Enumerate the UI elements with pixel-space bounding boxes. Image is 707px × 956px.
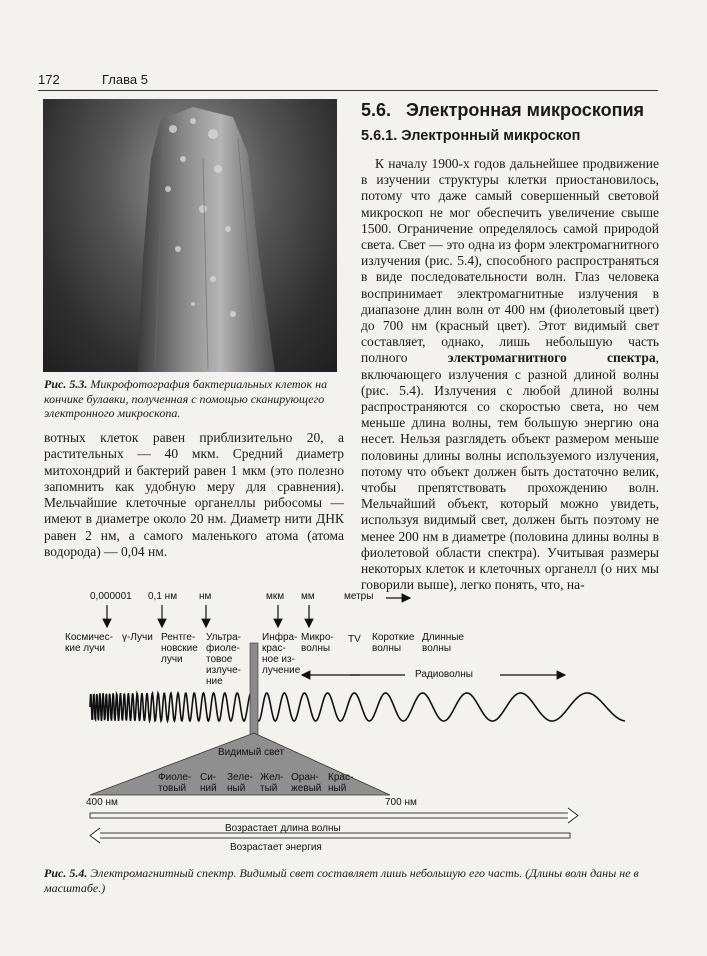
label-infrared: Инфра- крас- ное из- лучение [262,632,301,676]
section-title: 5.6. Электронная микроскопия [361,100,645,120]
label-cosmic-rays: Космичес- кие лучи [65,632,113,654]
scale-label-5: мм [301,591,315,602]
label-wavelength-increases: Возрастает длина волны [225,823,341,834]
label-x-rays: Рентге- новские лучи [161,632,198,665]
page-number: 172 [38,72,60,87]
bold-term: электромагнитного спектра [447,350,656,366]
visible-light-beam [250,643,258,743]
paragraph-part-2: , включающего излучения с разной длиной волны (рис. 5.4). Излучения с любой длиной волны распространяются со скоростью света, но чем меньше длина волны, тем большую энергию она несет. Нельзя разглядеть объект размером меньше половины длины волны используемого излучения, потому что объект должен быть достаточно велик, чтобы препятствовать прохождению волн. Мельчайший объект, который можно увидеть, используя видимый свет, должен быть поэтому не менее 200 нм в диаметре (половина длины волны в фиолетовой области спектра). Учитывая размеры некоторых клеток и клеточных органелл (о них мы говорили выше), легко понять, что, на- [361,350,659,593]
label-short-waves: Короткие волны [372,632,415,654]
page-header [38,70,658,91]
scale-label-2: 0,1 нм [148,591,178,602]
scale-label-4: мкм [266,591,285,602]
figure-5-3-text: Микрофотография бактериальных клеток на кончике булавки, полученная с помощью сканирующего электронного микроскопа. [44,377,328,420]
label-microwaves: Микро- волны [301,632,334,654]
figure-5-3-caption [44,377,340,421]
label-green: Зеле- ный [227,772,253,794]
label-energy-increases: Возрастает энергия [230,842,322,853]
figure-5-4-caption [44,866,664,896]
label-ultraviolet: Ультра- фиоле- товое излуче- ние [206,632,241,687]
figure-5-3-label: Рис. 5.3. [44,377,88,391]
scale-label-1: 0,000001 [90,591,132,602]
label-yellow: Жел- тый [260,772,284,794]
subsection-title: 5.6.1. Электронный микроскоп [361,128,581,144]
em-spectrum-figure [60,585,660,855]
label-400nm: 400 нм [86,797,118,808]
label-long-waves: Длинные волны [422,632,464,654]
paragraph-part-1: К началу 1900-х годов дальнейшее продвижение в изучении структуры клетки приостановилось, потому что даже самый совершенный световой микроскоп не мог обеспечить увеличение свыше 1500. Ограничение определялось самой природой света. Свет — это одна из форм электромагнитного излучения (рис. 5.4), способного распространяться в виде последовательности волн. Глаз человека воспринимает электромагнитные излучения в диапазоне длин волн от 400 нм (фиолетовый цвет) до 700 нм (красный цвет). Этот видимый свет составляет, однако, лишь небольшую часть полного [361,156,659,366]
label-radio-waves: Радиоволны [415,669,473,680]
scale-label-3: нм [199,591,212,602]
em-wave [90,693,625,721]
label-blue: Си- ний [200,772,217,794]
label-gamma-rays: γ-Лучи [122,632,153,643]
chapter-title: Глава 5 [102,72,148,87]
label-violet: Фиоле- товый [158,772,192,794]
figure-5-4-text: Электромагнитный спектр. Видимый свет составляет лишь небольшую его часть. (Длины волн даны не в масштабе.) [44,866,639,895]
label-orange: Оран- жевый [291,772,322,794]
label-700nm: 700 нм [385,797,417,808]
scale-label-6: метры [344,591,374,602]
left-column-paragraph: вотных клеток равен приблизительно 20, а растительных — 40 мкм. Средний диаметр митохондрий и бактерий равен 1 мкм (это полезно запомнить как удобную меру для сравнения). Мельчайшие клеточные органеллы рибосомы — имеют в диаметре около 20 нм. Диаметр нити ДНК равен 2 нм, а самого маленького атома (атома водорода) — 0,04 нм. [44,430,344,560]
sem-micrograph [43,99,337,372]
right-column-paragraph [361,156,659,593]
scale-arrows [107,598,410,627]
label-visible-light: Видимый свет [218,747,285,758]
label-red: Крас- ный [328,772,354,794]
figure-5-4-label: Рис. 5.4. [44,866,88,880]
label-tv: TV [348,634,361,645]
